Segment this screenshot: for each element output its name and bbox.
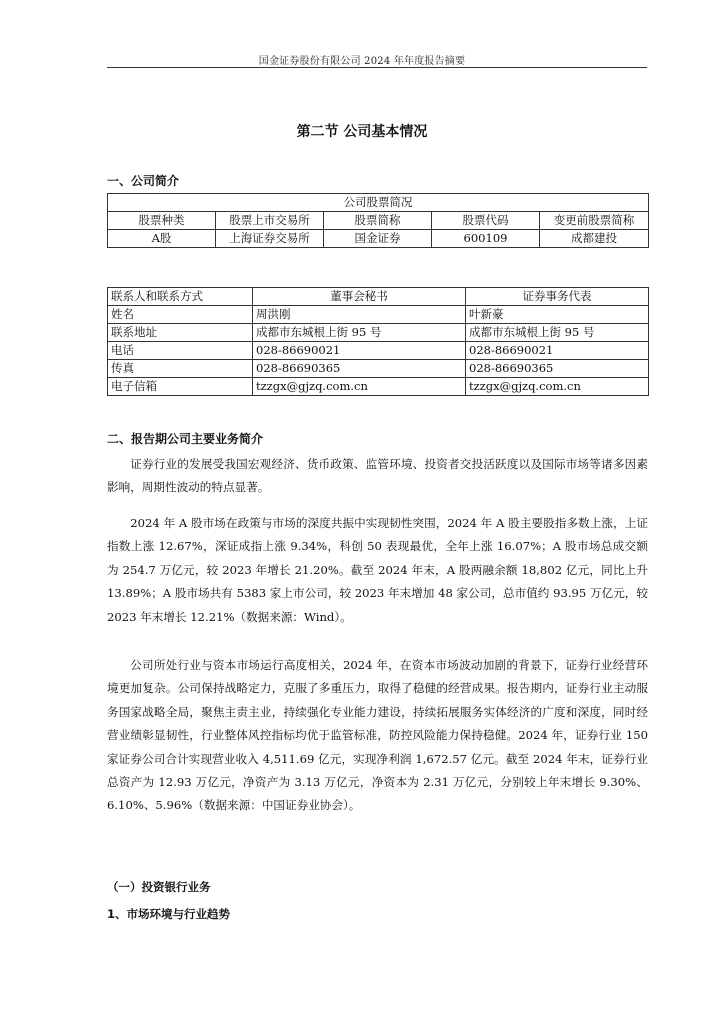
column-header: 联系人和联系方式	[108, 288, 253, 306]
table-cell: 上海证券交易所	[216, 230, 324, 248]
table-cell: tzzgx@gjzq.com.cn	[466, 378, 649, 396]
column-header: 股票上市交易所	[216, 212, 324, 230]
investment-banking-heading: （一）投资银行业务	[107, 880, 211, 894]
table-row	[108, 230, 649, 248]
column-header: 股票简称	[324, 212, 432, 230]
table-row	[108, 324, 649, 342]
market-trend-heading: 1、市场环境与行业趋势	[107, 907, 231, 921]
table-row	[108, 360, 649, 378]
company-intro-heading: 一、公司简介	[107, 174, 180, 188]
section-title: 第二节 公司基本情况	[296, 124, 428, 140]
table-cell: tzzgx@gjzq.com.cn	[253, 378, 466, 396]
paragraph-industry-factors: 证券行业的发展受我国宏观经济、货币政策、监管环境、投资者交投活跃度以及国际市场等诸多因素影响，周期性波动的特点显著。	[107, 457, 648, 495]
table-cell: 600109	[432, 230, 540, 248]
table-cell: A股	[108, 230, 216, 248]
table-cell: 叶新豪	[466, 306, 649, 324]
paragraph-market-review: 2024 年 A 股市场在政策与市场的深度共振中实现韧性突围，2024 年 A 股主要股指多数上涨，上证指数上涨 12.67%，深证成指上涨 9.34%，科创 50 表现最优，全年上涨 16.07%；A 股市场总成交额为 254.7 万亿元，较 2023 年增长 21.20%。截至 2024 年末，A 股两融余额 18,802 亿元，同比上升 13.89%；A 股市场共有 5383 家上市公司，较 2023 年末增加 48 家公司，总市值约 93.95 万亿元，较 2023 年末增长 12.21%（数据来源：Wind）。	[107, 516, 648, 624]
table-cell: 028-86690021	[466, 342, 649, 360]
table-cell: 周洪刚	[253, 306, 466, 324]
header-rule	[107, 67, 647, 68]
table-cell: 028-86690365	[253, 360, 466, 378]
column-header: 股票代码	[432, 212, 540, 230]
table-header-row	[108, 212, 649, 230]
stock-info-table	[107, 193, 649, 248]
table-row	[108, 306, 649, 324]
paragraph-industry-performance: 公司所处行业与资本市场运行高度相关，2024 年，在资本市场波动加剧的背景下，证券行业经营环境更加复杂。公司保持战略定力，克服了多重压力，取得了稳健的经营成果。报告期内，证券行业主动服务国家战略全局，聚焦主责主业，持续强化专业能力建设，持续拓展服务实体经济的广度和深度，同时经营业绩彰显韧性，行业整体风控指标均优于监管标准，防控风险能力保持稳健。2024 年，证券行业 150 家证券公司合计实现营业收入 4,511.69 亿元，实现净利润 1,672.57 亿元。截至 2024 年末，证券行业总资产为 12.93 万亿元，净资产为 3.13 万亿元，净资本为 2.31 万亿元，分别较上年末增长 9.30%、6.10%、5.96%（数据来源：中国证券业协会）。	[107, 658, 648, 813]
column-header: 董事会秘书	[253, 288, 466, 306]
table-header-row	[108, 288, 649, 306]
table-cell: 国金证券	[324, 230, 432, 248]
table-caption-row	[108, 194, 649, 212]
table-caption: 公司股票简况	[108, 194, 649, 212]
column-header: 变更前股票简称	[540, 212, 649, 230]
table-cell: 成都市东城根上街 95 号	[466, 324, 649, 342]
business-overview-heading: 二、报告期公司主要业务简介	[107, 432, 264, 446]
table-cell: 电话	[108, 342, 253, 360]
contact-info-table	[107, 287, 649, 396]
running-header: 国金证券股份有限公司 2024 年年度报告摘要	[258, 56, 466, 67]
table-cell: 传真	[108, 360, 253, 378]
table-cell: 联系地址	[108, 324, 253, 342]
table-row	[108, 378, 649, 396]
table-cell: 028-86690021	[253, 342, 466, 360]
table-cell: 成都建投	[540, 230, 649, 248]
table-cell: 028-86690365	[466, 360, 649, 378]
table-cell: 成都市东城根上街 95 号	[253, 324, 466, 342]
column-header: 股票种类	[108, 212, 216, 230]
table-cell: 姓名	[108, 306, 253, 324]
column-header: 证券事务代表	[466, 288, 649, 306]
table-row	[108, 342, 649, 360]
table-cell: 电子信箱	[108, 378, 253, 396]
